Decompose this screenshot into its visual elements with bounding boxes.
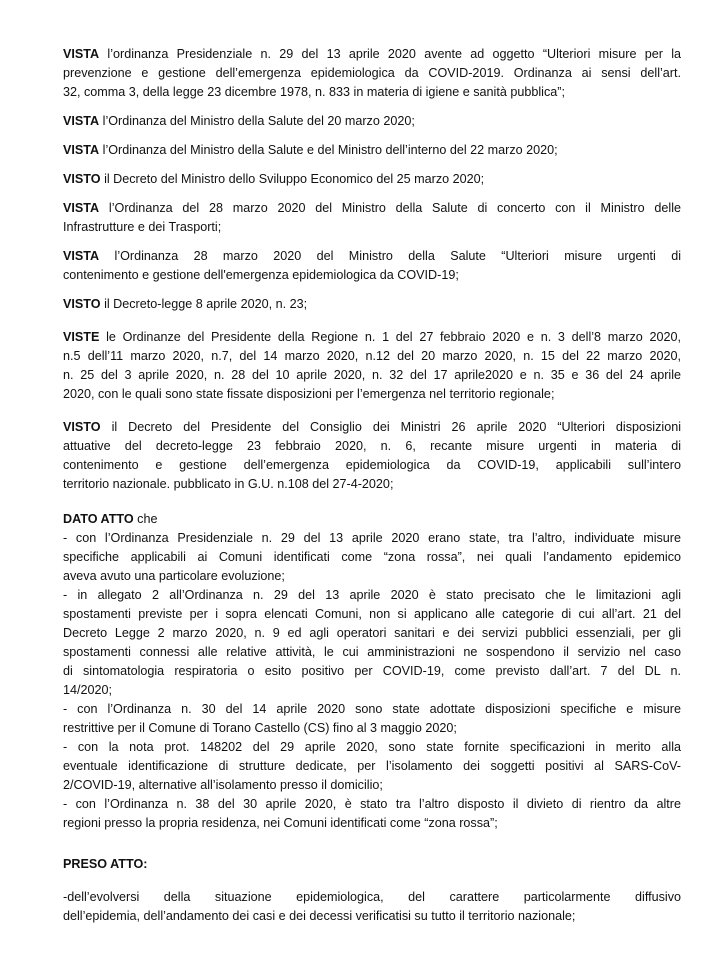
paragraph-line: [63, 366, 681, 385]
paragraph-text: l’ordinanza Presidenziale n. 29 del 13 aprile 2020 avente ad oggetto “Ulteriori misure per la: [107, 47, 681, 61]
paragraph-line: [63, 295, 681, 314]
dato-atto-line: spostamenti previste per i sopra elencati Comuni, non si applicano alle categorie di cui all’art. 21 del: [63, 607, 681, 621]
dato-atto-heading: [63, 510, 681, 529]
premise-keyword: VISTO: [63, 172, 101, 186]
premise-paragraph: [63, 141, 681, 160]
premise-paragraph: [63, 295, 681, 314]
premise-keyword: VISTA: [63, 47, 100, 61]
premise-paragraph: [63, 418, 681, 494]
paragraph-line: [63, 199, 681, 218]
dato-atto-line: - in allegato 2 all’Ordinanza n. 29 del 13 aprile 2020 è stato precisato che le limitazioni agli: [63, 588, 681, 602]
paragraph-text: 32, comma 3, della legge 23 dicembre 1978, n. 833 in materia di igiene e sanità pubblica”;: [63, 85, 565, 99]
paragraph-line: [63, 64, 681, 83]
premise-paragraph: [63, 112, 681, 131]
dato-atto-section: [63, 510, 681, 833]
preso-atto-line: -dell’evolversi della situazione epidemiologica, del carattere particolarmente diffusivo: [63, 890, 681, 904]
paragraph-line: [63, 83, 681, 102]
premise-paragraph: [63, 247, 681, 285]
paragraph-text: l’Ordinanza del Ministro della Salute e del Ministro dell’interno del 22 marzo 2020;: [102, 143, 558, 157]
paragraph-line: [63, 385, 681, 404]
paragraph-text: il Decreto del Presidente del Consiglio dei Ministri 26 aprile 2020 “Ulteriori disposizioni: [111, 420, 681, 434]
premise-paragraph: [63, 170, 681, 189]
premises-list: [63, 45, 681, 494]
dato-atto-line: specifiche applicabili ai Comuni identificati come “zona rossa”, nei quali l’andamento epidemico: [63, 550, 681, 564]
dato-atto-line: restrittive per il Comune di Torano Castello (CS) fino al 3 maggio 2020;: [63, 721, 457, 735]
paragraph-line: [63, 170, 681, 189]
paragraph-line: [63, 347, 681, 366]
dato-atto-suffix: che: [133, 512, 158, 526]
premise-paragraph: [63, 328, 681, 404]
paragraph-line: [63, 141, 681, 160]
paragraph-text: contenimento e gestione dell’emergenza epidemiologica da COVID-19, applicabili sull’intero: [63, 458, 681, 472]
premise-keyword: VISTA: [63, 249, 100, 263]
dato-atto-line: 2/COVID-19, alternative all’isolamento presso il domicilio;: [63, 778, 383, 792]
premise-keyword: VISTO: [63, 420, 101, 434]
dato-atto-line: - con l’Ordinanza Presidenziale n. 29 del 13 aprile 2020 erano state, tra l’altro, individuate misure: [63, 531, 681, 545]
premise-keyword: VISTA: [63, 201, 100, 215]
paragraph-text: l’Ordinanza del Ministro della Salute del 20 marzo 2020;: [102, 114, 415, 128]
dato-atto-line: spostamenti connessi alle relative attività, le cui amministrazioni ne sospendono il servizio nel caso: [63, 645, 681, 659]
paragraph-line: [63, 112, 681, 131]
paragraph-line: [63, 456, 681, 475]
paragraph-text: 2020, con le quali sono state fissate disposizioni per l’emergenza nel territorio regionale;: [63, 387, 555, 401]
premise-keyword: VISTA: [63, 114, 100, 128]
paragraph-text: contenimento e gestione dell'emergenza epidemiologica da COVID-19;: [63, 268, 459, 282]
premise-keyword: VISTA: [63, 143, 100, 157]
paragraph-text: l’Ordinanza 28 marzo 2020 del Ministro della Salute “Ulteriori misure urgenti di: [114, 249, 681, 263]
paragraph-line: [63, 328, 681, 347]
paragraph-text: il Decreto-legge 8 aprile 2020, n. 23;: [104, 297, 308, 311]
dato-atto-line: regioni presso la propria residenza, nei Comuni identificati come “zona rossa”;: [63, 816, 498, 830]
premise-paragraph: [63, 199, 681, 237]
paragraph-text: le Ordinanze del Presidente della Regione n. 1 del 27 febbraio 2020 e n. 3 dell’8 marzo 2020,: [106, 330, 681, 344]
paragraph-text: prevenzione e gestione dell’emergenza epidemiologica da COVID-2019. Ordinanza ai sensi dell’art.: [63, 66, 681, 80]
dato-atto-line: - con l’Ordinanza n. 30 del 14 aprile 2020 sono state adottate disposizioni specifiche e misure: [63, 702, 681, 716]
premise-keyword: VISTE: [63, 330, 100, 344]
dato-atto-keyword: DATO ATTO: [63, 512, 134, 526]
dato-atto-line: aveva avuto una particolare evoluzione;: [63, 569, 285, 583]
dato-atto-line: di sintomatologia respiratoria o esito positivo per COVID-19, come previsto dall’art. 7 del DL n.: [63, 664, 681, 678]
preso-atto-line: dell’epidemia, dell’andamento dei casi e dei decessi verificatisi su tutto il territorio nazionale;: [63, 909, 576, 923]
paragraph-text: attuative del decreto-legge 23 febbraio 2020, n. 6, recante misure urgenti in materia di: [63, 439, 681, 453]
paragraph-line: [63, 437, 681, 456]
dato-atto-line: Decreto Legge 2 marzo 2020, n. 9 ed agli operatori sanitari e dei servizi pubblici essenziali, per gli: [63, 626, 681, 640]
dato-atto-body: [63, 529, 681, 833]
paragraph-text: l’Ordinanza del 28 marzo 2020 del Ministro della Salute di concerto con il Ministro delle: [108, 201, 681, 215]
preso-atto-body: [63, 888, 681, 926]
paragraph-text: Infrastrutture e dei Trasporti;: [63, 220, 222, 234]
paragraph-line: [63, 475, 681, 494]
paragraph-text: n. 25 del 3 aprile 2020, n. 28 del 10 aprile 2020, n. 32 del 17 aprile2020 e n. 35 e 36 del 24 aprile: [63, 368, 681, 382]
paragraph-line: [63, 218, 681, 237]
paragraph-line: [63, 266, 681, 285]
premise-paragraph: [63, 45, 681, 102]
paragraph-line: [63, 247, 681, 266]
preso-atto-section: [63, 855, 681, 926]
paragraph-text: il Decreto del Ministro dello Sviluppo Economico del 25 marzo 2020;: [104, 172, 485, 186]
dato-atto-line: - con la nota prot. 148202 del 29 aprile 2020, sono state fornite specificazioni in merito alla: [63, 740, 681, 754]
dato-atto-line: 14/2020;: [63, 683, 113, 697]
paragraph-line: [63, 418, 681, 437]
dato-atto-line: eventuale identificazione di strutture dedicate, per l’isolamento dei soggetti positivi al SARS-CoV-: [63, 759, 681, 773]
premise-keyword: VISTO: [63, 297, 101, 311]
paragraph-text: territorio nazionale. pubblicato in G.U. n.108 del 27-4-2020;: [63, 477, 394, 491]
dato-atto-line: - con l’Ordinanza n. 38 del 30 aprile 2020, è stato tra l’altro disposto il divieto di rientro da altre: [63, 797, 681, 811]
document-page: [63, 45, 681, 926]
paragraph-text: n.5 dell’11 marzo 2020, n.7, del 14 marzo 2020, n.12 del 20 marzo 2020, n. 15 del 22 marzo 2020,: [63, 349, 681, 363]
preso-atto-heading: PRESO ATTO:: [63, 857, 148, 871]
paragraph-line: [63, 45, 681, 64]
